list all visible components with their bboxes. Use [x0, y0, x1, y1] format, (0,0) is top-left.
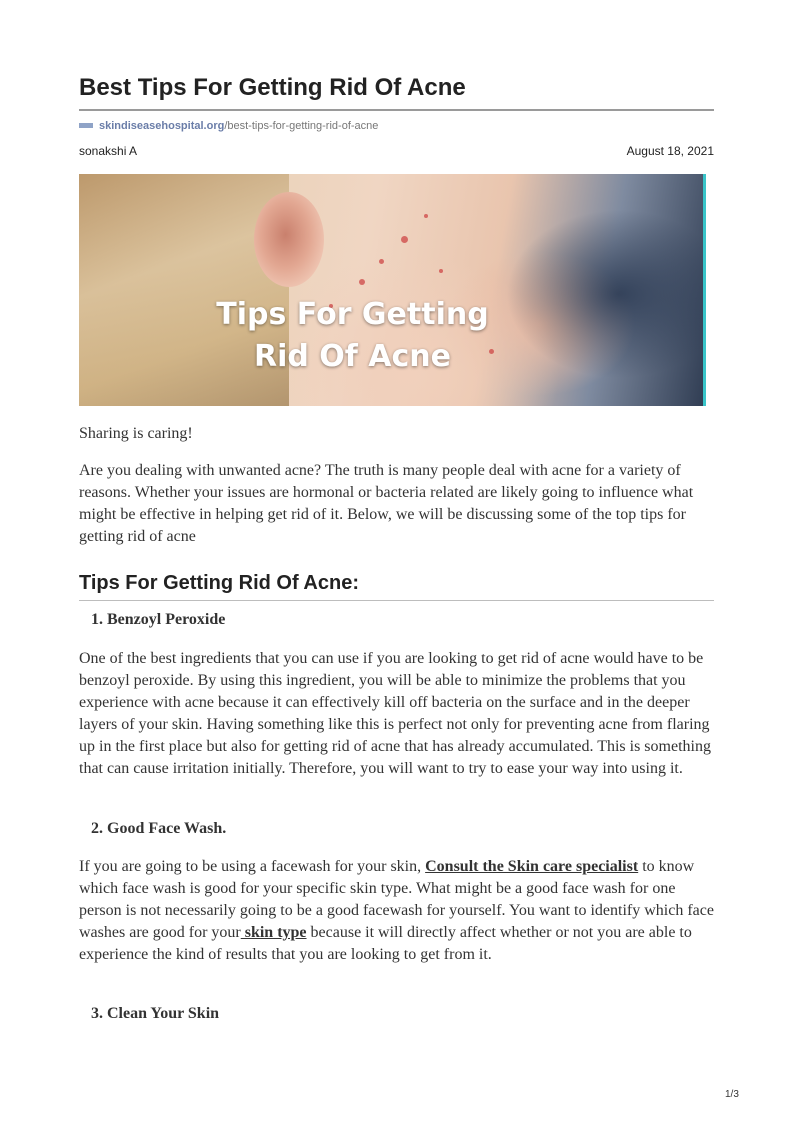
- author-name: sonakshi A: [79, 144, 138, 158]
- hero-caption: [79, 294, 626, 378]
- source-path[interactable]: /best-tips-for-getting-rid-of-acne: [224, 120, 379, 132]
- page-number: 1/3: [725, 1089, 739, 1100]
- hero-image: [79, 174, 706, 406]
- tip-2-title: 2. Good Face Wash.: [91, 820, 227, 837]
- sharing-text: Sharing is caring!: [79, 425, 193, 442]
- acne-spot: [379, 259, 384, 264]
- source-url[interactable]: [79, 119, 378, 133]
- article-title: Best Tips For Getting Rid Of Acne: [79, 74, 466, 101]
- consult-specialist-link[interactable]: Consult the Skin care specialist: [425, 858, 639, 875]
- title-divider: [79, 109, 714, 111]
- tip-2-body: [79, 856, 714, 966]
- source-domain[interactable]: skindiseasehospital.org: [99, 120, 225, 132]
- tip-1-title: 1. Benzoyl Peroxide: [91, 611, 226, 628]
- section-divider: [79, 600, 714, 601]
- tip-2-text-c: because it will directly affect whether or not you are able to experience the kind of results that you are looking to get from it.: [79, 924, 692, 963]
- tip-2-text-b: to know which face wash is good for your specific skin type. What might be a good face wash for one person is not necessarily going to be a good facewash for yourself. You want to identify which face washes are good for your: [79, 858, 714, 941]
- skin-type-link[interactable]: skin type: [240, 924, 307, 941]
- intro-paragraph: Are you dealing with unwanted acne? The truth is many people deal with acne for a variety of reasons. Whether your issues are hormonal or bacteria related are likely going to influence what might be effective in helping get rid of it. Below, we will be discussing some of the top tips for getting rid of acne: [79, 462, 694, 545]
- acne-spot: [401, 236, 408, 243]
- section-heading: Tips For Getting Rid Of Acne:: [79, 572, 359, 594]
- acne-spot: [359, 279, 365, 285]
- acne-spot: [439, 269, 443, 273]
- hero-caption-line2: Rid Of Acne: [253, 339, 451, 374]
- hero-border: [703, 174, 706, 406]
- publish-date: August 18, 2021: [626, 144, 714, 158]
- hero-ear-shape: [254, 192, 324, 287]
- tip-2-text-a: If you are going to be using a facewash for your skin,: [79, 858, 426, 875]
- tip-1-body: One of the best ingredients that you can use if you are looking to get rid of acne would have to be benzoyl peroxide. By using this ingredient, you will be able to minimize the problems that you experience with acne because it can effectively kill off bacteria on the surface and in the deeper layers of your skin. Having something like this is perfect not only for preventing acne from flaring up in the first place but also for getting rid of acne that has already accumulated. This is something that can cause irritation initially. Therefore, you will want to try to ease your way into using it.: [79, 650, 711, 777]
- tip-3-title: 3. Clean Your Skin: [91, 1005, 220, 1022]
- hero-caption-line1: Tips For Getting: [216, 297, 489, 332]
- link-icon: [79, 123, 93, 128]
- acne-spot: [424, 214, 428, 218]
